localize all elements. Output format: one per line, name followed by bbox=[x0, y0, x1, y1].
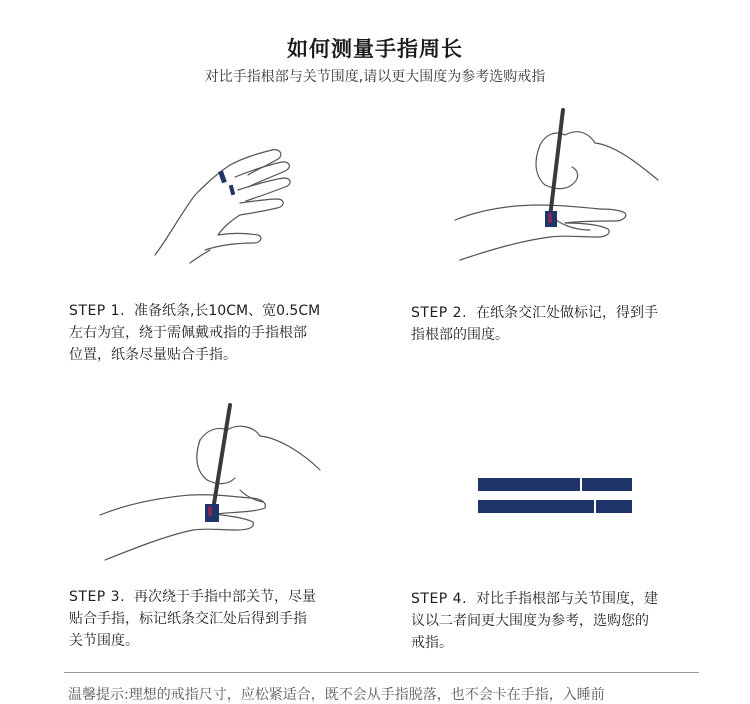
step-3-number: STEP 3. bbox=[69, 589, 126, 605]
step-1-line-3: 位置，纸条尽量贴合手指。 bbox=[69, 347, 237, 363]
step-1-number: STEP 1. bbox=[69, 303, 126, 319]
step-1-line-2: 左右为宜，绕于需佩戴戒指的手指根部 bbox=[69, 325, 307, 341]
step-3-line-2: 贴合手指，标记纸条交汇处后得到手指 bbox=[69, 611, 307, 627]
step-2-line-1: 在纸条交汇处做标记，得到手 bbox=[475, 305, 658, 321]
step-1-line-1: 准备纸条,长10CM、宽0.5CM bbox=[133, 303, 321, 319]
step-4-line-2: 议以二者间更大围度为参考，选购您的 bbox=[411, 613, 649, 629]
step-1-text bbox=[69, 300, 369, 366]
step-2-text bbox=[411, 302, 711, 346]
step-4-number: STEP 4. bbox=[411, 591, 468, 607]
step-4-line-3: 戒指。 bbox=[411, 635, 453, 651]
page-subtitle: 对比手指根部与关节围度,请以更大围度为参考选购戒指 bbox=[204, 69, 546, 85]
step-2-number: STEP 2. bbox=[411, 305, 468, 321]
two-paper-strips-illustration bbox=[476, 476, 634, 516]
footer-tip: 温馨提示:理想的戒指尺寸，应松紧适合，既不会从手指脱落，也不会卡在手指，入睡前 bbox=[68, 687, 605, 703]
footer-divider bbox=[64, 672, 699, 673]
pen-marking-strip-illustration bbox=[450, 105, 665, 280]
step-4-text bbox=[411, 588, 711, 654]
hand-with-paper-strip-illustration bbox=[150, 135, 310, 265]
step-2-line-2: 指根部的围度。 bbox=[411, 327, 509, 343]
paper-strip-root bbox=[478, 478, 632, 491]
step-3-text bbox=[69, 586, 369, 652]
pen-marking-joint-illustration bbox=[95, 400, 325, 570]
step-3-line-3: 关节围度。 bbox=[69, 633, 139, 649]
paper-strip-joint bbox=[478, 500, 632, 513]
step-3-line-1: 再次绕于手指中部关节，尽量 bbox=[133, 589, 316, 605]
step-4-line-1: 对比手指根部与关节围度，建 bbox=[475, 591, 658, 607]
page-title: 如何测量手指周长 bbox=[287, 37, 463, 61]
